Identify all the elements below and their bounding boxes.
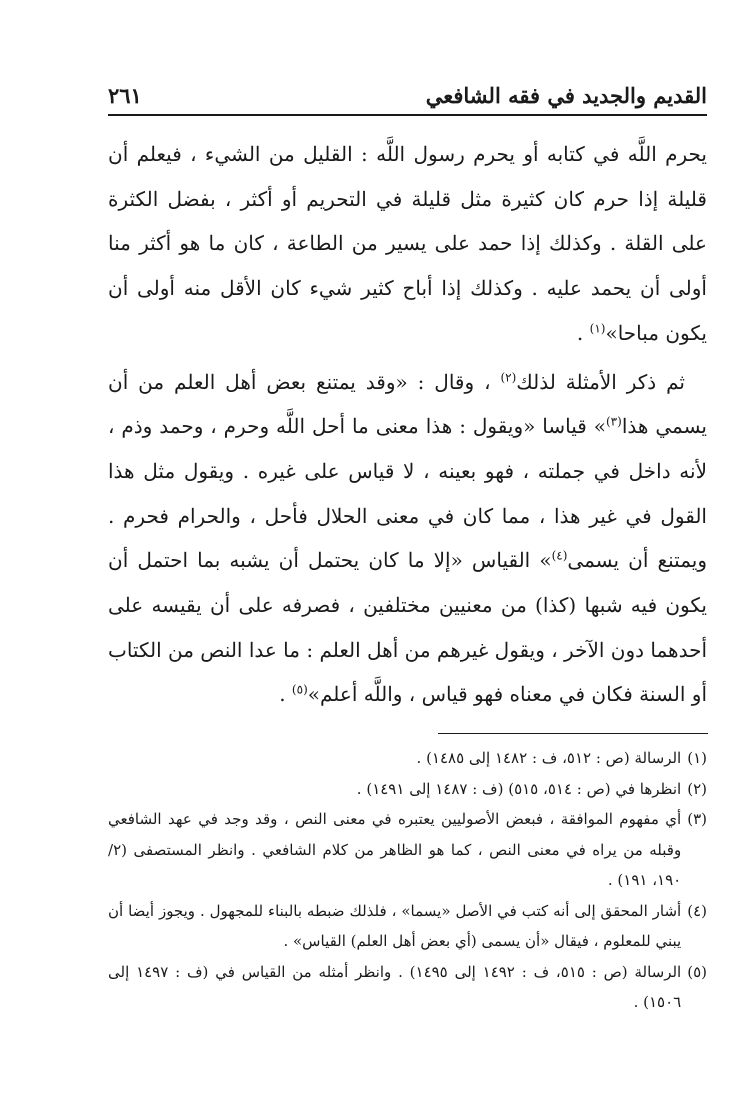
body-text: » قياسا «ويقول : هذا معنى ما أحل اللَّه وحرم ، وحمد وذم ، لأنه داخل في جملته ، فهو بعينه ، لا قياس على غيره . ويقول مثل هذا القول في غير هذا ، مما كان في معنى الحلال فأحل ، والحرام فحرم . ويمتنع أن يسمى	[108, 414, 707, 573]
body-text: .	[576, 320, 590, 345]
footnotes	[108, 743, 707, 1018]
running-header	[108, 68, 707, 116]
footnote-ref: (١)	[589, 321, 606, 336]
footnote-text: الرسالة (ص : ٥١٢، ف : ١٤٨٢ إلى ١٤٨٥) .	[416, 749, 682, 767]
footnote-ref: (٤)	[551, 548, 568, 563]
footnote-separator	[438, 733, 708, 734]
body-text: .	[279, 682, 292, 707]
page-number: ٢٦١	[108, 83, 142, 108]
body-text: ثم ذكر الأمثلة لذلك	[516, 369, 685, 394]
footnote-number: (٤)	[687, 901, 707, 920]
footnote-ref: (٢)	[500, 369, 517, 384]
footnote-number: (٣)	[687, 810, 707, 828]
footnote-ref: (٣)	[605, 414, 622, 429]
body-text: ، وقال : «وقد يمتنع بعض أهل العلم من أن يسمي هذا	[108, 369, 707, 439]
body-text: يحرم اللَّه في كتابه أو يحرم رسول اللَّه : القليل من الشيء ، فيعلم أن قليلة إذا حرم كان كثيرة مثل قليلة في التحريم أو أكثر ، بفضل الكثرة على القلة . وكذلك إذا حمد على يسير من الطاعة ، كان ما هو أكثر منا أولى أن يحمد عليه . وكذلك إذا أباح كثير شيء كان الأقل منه أولى أن يكون مباحا»	[108, 142, 707, 345]
footnote	[108, 957, 707, 1018]
footnote	[108, 774, 707, 805]
running-title: القديم والجديد في فقه الشافعي	[425, 83, 707, 108]
footnote-text: أشار المحقق إلى أنه كتب في الأصل «يسما» ، فلذلك ضبطه بالبناء للمجهول . ويجوز أيضا أن يبني للمعلوم ، فيقال «أن يسمى (أي بعض أهل العلم) القياس» .	[108, 901, 682, 950]
footnote-text: الرسالة (ص : ٥١٥، ف : ١٤٩٢ إلى ١٤٩٥) . وانظر أمثله من القياس في (ف : ١٤٩٧ إلى ١٥٠٦) .	[108, 962, 682, 1011]
footnote	[108, 896, 707, 957]
footnote-number: (٥)	[687, 962, 707, 981]
footnote-number: (١)	[687, 749, 707, 767]
footnote-number: (٢)	[687, 779, 707, 798]
footnote-text: انظرها في (ص : ٥١٤، ٥١٥) (ف : ١٤٨٧ إلى ١٤٩١) .	[356, 779, 682, 798]
main-text	[108, 132, 707, 717]
footnote	[108, 804, 707, 896]
footnote	[108, 743, 707, 774]
body-paragraph	[108, 360, 707, 718]
body-paragraph	[108, 132, 707, 356]
footnote-ref: (٥)	[291, 682, 308, 697]
body-text: » القياس «إلا ما كان يحتمل أن يشبه بما احتمل أن يكون فيه شبها (كذا) من معنيين مختلفين ، فصرفه على أن يقيسه على أحدهما دون الآخر ، ويقول غيرهم من أهل العلم : ما عدا النص من الكتاب أو السنة فكان في معناه فهو قياس ، واللَّه أعلم»	[107, 548, 707, 707]
footnote-text: أي مفهوم الموافقة ، فبعض الأصوليين يعتبره في معنى النص ، وقد وجد في عهد الشافعي وقبله من يراه في معنى النص ، كما هو الظاهر من كلام الشافعي . وانظر المستصفى (٢/ ١٩٠، ١٩١) .	[108, 810, 682, 889]
